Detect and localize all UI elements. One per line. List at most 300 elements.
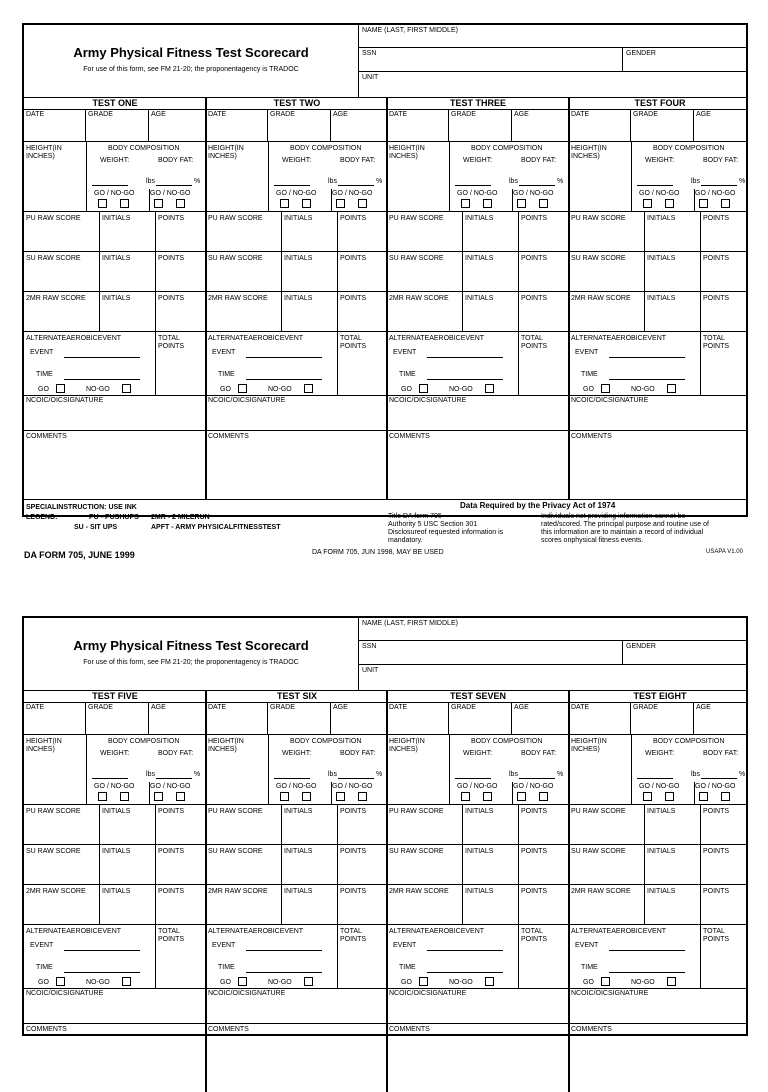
event-input[interactable]	[427, 950, 503, 951]
body-fat-label: BODY FAT:	[158, 157, 194, 164]
initials-cell[interactable]: INITIALS	[102, 888, 131, 895]
column-divider	[568, 97, 570, 499]
body-fat-input[interactable]	[156, 778, 192, 779]
cell-divider	[281, 251, 282, 291]
initials-cell[interactable]: INITIALS	[102, 215, 131, 222]
total-points-cell[interactable]: TOTAL POINTS	[340, 335, 367, 350]
weight-input[interactable]	[637, 185, 673, 186]
date-cell[interactable]: DATE	[26, 704, 45, 711]
unit-field[interactable]: UNIT	[362, 667, 379, 674]
form-subtitle: For use of this form, see FM 21-20; the proponentagency is TRADOC	[83, 659, 299, 666]
scorecard-sheet-2	[22, 616, 748, 1036]
points-cell[interactable]: POINTS	[158, 888, 185, 895]
cell-divider	[155, 251, 156, 291]
points-cell[interactable]: POINTS	[521, 888, 548, 895]
points-cell[interactable]: POINTS	[158, 255, 185, 262]
cell-divider	[281, 804, 282, 844]
ssn-field[interactable]: SSN	[362, 50, 377, 57]
initials-cell[interactable]: INITIALS	[102, 295, 131, 302]
checkbox[interactable]	[280, 199, 289, 208]
comments-field[interactable]: COMMENTS	[208, 433, 249, 440]
cell-divider	[518, 331, 519, 395]
test-title: TEST THREE	[449, 98, 506, 108]
pu-raw-score[interactable]: PU RAW SCORE	[389, 808, 444, 815]
weight-input[interactable]	[92, 778, 128, 779]
event-input[interactable]	[427, 357, 503, 358]
su-raw-score[interactable]: SU RAW SCORE	[208, 255, 263, 262]
points-cell[interactable]: POINTS	[521, 295, 548, 302]
weight-input[interactable]	[92, 185, 128, 186]
two-mile-run-raw-score[interactable]: 2MR RAW SCORE	[208, 888, 268, 895]
initials-cell[interactable]: INITIALS	[102, 255, 131, 262]
go-checkbox[interactable]	[56, 384, 65, 393]
date-cell[interactable]: DATE	[208, 704, 227, 711]
checkbox[interactable]	[336, 199, 345, 208]
test-title: TEST FIVE	[92, 691, 138, 701]
row-divider	[24, 291, 746, 292]
comments-field[interactable]: COMMENTS	[26, 1026, 67, 1033]
grade-cell[interactable]: GRADE	[270, 111, 295, 118]
cell-divider	[644, 251, 645, 291]
height-cell[interactable]: HEIGHT(IN INCHES)	[389, 145, 425, 160]
initials-cell[interactable]: INITIALS	[284, 215, 313, 222]
weight-input[interactable]	[637, 778, 673, 779]
form-id: DA FORM 705, JUNE 1999	[24, 550, 135, 560]
pu-raw-score[interactable]: PU RAW SCORE	[571, 215, 626, 222]
cell-divider	[99, 211, 100, 251]
age-cell[interactable]: AGE	[151, 111, 166, 118]
points-cell[interactable]: POINTS	[703, 295, 730, 302]
checkbox[interactable]	[517, 199, 526, 208]
weight-label: WEIGHT:	[463, 750, 493, 757]
nogo-checkbox[interactable]	[304, 384, 313, 393]
age-cell[interactable]: AGE	[514, 704, 529, 711]
total-points-cell[interactable]: TOTAL POINTS	[340, 928, 367, 943]
two-mile-run-raw-score[interactable]: 2MR RAW SCORE	[389, 888, 449, 895]
initials-cell[interactable]: INITIALS	[465, 888, 494, 895]
weight-label: WEIGHT:	[282, 750, 312, 757]
checkbox[interactable]	[721, 792, 730, 801]
points-cell[interactable]: POINTS	[340, 848, 367, 855]
ncoic-signature[interactable]: NCOIC/OICSIGNATURE	[208, 397, 286, 404]
checkbox[interactable]	[699, 792, 708, 801]
cell-divider	[281, 884, 282, 924]
privacy-text: Title DA form 705	[388, 513, 442, 520]
cell-divider	[449, 141, 450, 211]
go-checkbox[interactable]	[419, 384, 428, 393]
cell-divider	[462, 804, 463, 844]
cell-divider	[644, 291, 645, 331]
points-cell[interactable]: POINTS	[703, 848, 730, 855]
comments-field[interactable]: COMMENTS	[571, 1026, 612, 1033]
checkbox[interactable]	[483, 199, 492, 208]
initials-cell[interactable]: INITIALS	[465, 295, 494, 302]
column-divider	[386, 97, 388, 499]
ncoic-signature[interactable]: NCOIC/OICSIGNATURE	[26, 990, 104, 997]
checkbox[interactable]	[665, 199, 674, 208]
su-raw-score[interactable]: SU RAW SCORE	[26, 848, 81, 855]
pu-raw-score[interactable]: PU RAW SCORE	[208, 215, 263, 222]
event-input[interactable]	[246, 950, 322, 951]
time-input[interactable]	[427, 379, 503, 380]
checkbox[interactable]	[358, 199, 367, 208]
height-cell[interactable]: HEIGHT(IN INCHES)	[26, 145, 62, 160]
comments-field[interactable]: COMMENTS	[571, 433, 612, 440]
age-cell[interactable]: AGE	[333, 704, 348, 711]
two-mile-run-raw-score[interactable]: 2MR RAW SCORE	[26, 888, 86, 895]
grade-cell[interactable]: GRADE	[451, 111, 476, 118]
checkbox[interactable]	[539, 199, 548, 208]
checkbox[interactable]	[98, 792, 107, 801]
checkbox[interactable]	[643, 199, 652, 208]
event-input[interactable]	[609, 950, 685, 951]
cell-divider	[155, 924, 156, 988]
row-divider	[24, 109, 746, 110]
initials-cell[interactable]: INITIALS	[284, 255, 313, 262]
points-cell[interactable]: POINTS	[521, 808, 548, 815]
cell-divider	[694, 189, 695, 211]
checkbox[interactable]	[176, 199, 185, 208]
initials-cell[interactable]: INITIALS	[647, 255, 676, 262]
body-fat-input[interactable]	[519, 778, 555, 779]
lbs-unit: lbs	[691, 771, 700, 778]
time-input[interactable]	[427, 972, 503, 973]
grade-cell[interactable]: GRADE	[633, 704, 658, 711]
body-fat-input[interactable]	[156, 185, 192, 186]
initials-cell[interactable]: INITIALS	[465, 255, 494, 262]
cell-divider	[462, 251, 463, 291]
cell-divider	[337, 884, 338, 924]
weight-input[interactable]	[274, 778, 310, 779]
go-nogo-label: GO / NO-GO	[513, 190, 554, 197]
event-input[interactable]	[64, 357, 140, 358]
form-subtitle: For use of this form, see FM 21-20; the proponentagency is TRADOC	[83, 66, 299, 73]
points-cell[interactable]: POINTS	[158, 215, 185, 222]
cell-divider	[281, 291, 282, 331]
go-nogo-label: GO / NO-GO	[94, 783, 135, 790]
body-fat-input[interactable]	[701, 778, 737, 779]
initials-cell[interactable]: INITIALS	[284, 888, 313, 895]
time-label: TIME	[36, 964, 53, 971]
ncoic-signature[interactable]: NCOIC/OICSIGNATURE	[571, 990, 649, 997]
event-label: EVENT	[212, 349, 236, 356]
percent-unit: %	[194, 178, 201, 185]
points-cell[interactable]: POINTS	[340, 295, 367, 302]
gender-field[interactable]: GENDER	[626, 643, 656, 650]
checkbox[interactable]	[120, 199, 129, 208]
go-checkbox[interactable]	[238, 977, 247, 986]
points-cell[interactable]: POINTS	[340, 888, 367, 895]
date-cell[interactable]: DATE	[571, 111, 590, 118]
cell-divider	[518, 844, 519, 884]
points-cell[interactable]: POINTS	[703, 888, 730, 895]
checkbox[interactable]	[280, 792, 289, 801]
grade-cell[interactable]: GRADE	[633, 111, 658, 118]
weight-input[interactable]	[455, 778, 491, 779]
nogo-checkbox[interactable]	[667, 384, 676, 393]
weight-label: WEIGHT:	[100, 157, 130, 164]
ncoic-signature[interactable]: NCOIC/OICSIGNATURE	[208, 990, 286, 997]
su-raw-score[interactable]: SU RAW SCORE	[208, 848, 263, 855]
points-cell[interactable]: POINTS	[340, 215, 367, 222]
initials-cell[interactable]: INITIALS	[647, 848, 676, 855]
pu-raw-score[interactable]: PU RAW SCORE	[26, 215, 81, 222]
test-title: TEST EIGHT	[633, 691, 687, 701]
initials-cell[interactable]: INITIALS	[465, 808, 494, 815]
event-input[interactable]	[246, 357, 322, 358]
nogo-checkbox[interactable]	[122, 384, 131, 393]
age-cell[interactable]: AGE	[514, 111, 529, 118]
go-nogo-label: GO / NO-GO	[639, 783, 680, 790]
lbs-unit: lbs	[328, 771, 337, 778]
checkbox[interactable]	[665, 792, 674, 801]
grade-cell[interactable]: GRADE	[88, 111, 113, 118]
checkbox[interactable]	[643, 792, 652, 801]
checkbox[interactable]	[154, 792, 163, 801]
su-raw-score[interactable]: SU RAW SCORE	[389, 848, 444, 855]
cell-divider	[99, 844, 100, 884]
date-cell[interactable]: DATE	[26, 111, 45, 118]
alternate-event-label: ALTERNATEAEROBICEVENT	[208, 335, 304, 342]
total-points-cell[interactable]: TOTAL POINTS	[521, 928, 548, 943]
cell-divider	[99, 804, 100, 844]
cell-divider	[693, 702, 694, 734]
ncoic-signature[interactable]: NCOIC/OICSIGNATURE	[389, 397, 467, 404]
checkbox[interactable]	[120, 792, 129, 801]
gender-field[interactable]: GENDER	[626, 50, 656, 57]
height-cell[interactable]: HEIGHT(IN INCHES)	[208, 145, 244, 160]
points-cell[interactable]: POINTS	[158, 295, 185, 302]
go-checkbox[interactable]	[601, 384, 610, 393]
event-label: EVENT	[575, 349, 599, 356]
height-cell[interactable]: HEIGHT(IN INCHES)	[389, 738, 425, 753]
su-raw-score[interactable]: SU RAW SCORE	[571, 255, 626, 262]
cell-divider	[155, 291, 156, 331]
comments-field[interactable]: COMMENTS	[208, 1026, 249, 1033]
pu-raw-score[interactable]: PU RAW SCORE	[389, 215, 444, 222]
height-cell[interactable]: HEIGHT(IN INCHES)	[208, 738, 244, 753]
name-field[interactable]: NAME (LAST, FIRST MIDDLE)	[362, 27, 458, 34]
checkbox[interactable]	[176, 792, 185, 801]
nogo-label: NO-GO	[86, 386, 110, 393]
date-cell[interactable]: DATE	[208, 111, 227, 118]
initials-cell[interactable]: INITIALS	[102, 848, 131, 855]
time-label: TIME	[399, 371, 416, 378]
ncoic-signature[interactable]: NCOIC/OICSIGNATURE	[389, 990, 467, 997]
points-cell[interactable]: POINTS	[521, 255, 548, 262]
checkbox[interactable]	[302, 199, 311, 208]
weight-input[interactable]	[274, 185, 310, 186]
time-label: TIME	[581, 371, 598, 378]
go-checkbox[interactable]	[419, 977, 428, 986]
points-cell[interactable]: POINTS	[340, 255, 367, 262]
su-raw-score[interactable]: SU RAW SCORE	[571, 848, 626, 855]
time-input[interactable]	[246, 379, 322, 380]
height-cell[interactable]: HEIGHT(IN INCHES)	[571, 145, 607, 160]
checkbox[interactable]	[483, 792, 492, 801]
name-field[interactable]: NAME (LAST, FIRST MIDDLE)	[362, 620, 458, 627]
points-cell[interactable]: POINTS	[340, 808, 367, 815]
initials-cell[interactable]: INITIALS	[284, 848, 313, 855]
nogo-checkbox[interactable]	[485, 977, 494, 986]
checkbox[interactable]	[358, 792, 367, 801]
pu-raw-score[interactable]: PU RAW SCORE	[571, 808, 626, 815]
two-mile-run-raw-score[interactable]: 2MR RAW SCORE	[571, 295, 631, 302]
initials-cell[interactable]: INITIALS	[647, 215, 676, 222]
time-input[interactable]	[609, 972, 685, 973]
checkbox[interactable]	[302, 792, 311, 801]
checkbox[interactable]	[699, 199, 708, 208]
row-divider	[24, 251, 746, 252]
body-fat-input[interactable]	[519, 185, 555, 186]
checkbox[interactable]	[461, 199, 470, 208]
go-checkbox[interactable]	[238, 384, 247, 393]
checkbox[interactable]	[336, 792, 345, 801]
legend-mr: 2MR - 2 MILERUN	[151, 514, 210, 521]
age-cell[interactable]: AGE	[696, 111, 711, 118]
test-title: TEST TWO	[273, 98, 321, 108]
nogo-label: NO-GO	[631, 386, 655, 393]
event-input[interactable]	[609, 357, 685, 358]
cell-divider	[694, 782, 695, 804]
comments-field[interactable]: COMMENTS	[389, 433, 430, 440]
nogo-checkbox[interactable]	[304, 977, 313, 986]
alternate-event-label: ALTERNATEAEROBICEVENT	[571, 335, 667, 342]
date-cell[interactable]: DATE	[389, 111, 408, 118]
date-cell[interactable]: DATE	[571, 704, 590, 711]
pu-raw-score[interactable]: PU RAW SCORE	[208, 808, 263, 815]
nogo-label: NO-GO	[449, 979, 473, 986]
time-input[interactable]	[64, 379, 140, 380]
two-mile-run-raw-score[interactable]: 2MR RAW SCORE	[571, 888, 631, 895]
body-fat-input[interactable]	[701, 185, 737, 186]
height-cell[interactable]: HEIGHT(IN INCHES)	[571, 738, 607, 753]
event-input[interactable]	[64, 950, 140, 951]
ncoic-signature[interactable]: NCOIC/OICSIGNATURE	[571, 397, 649, 404]
checkbox[interactable]	[98, 199, 107, 208]
checkbox[interactable]	[721, 199, 730, 208]
alternate-event-label: ALTERNATEAEROBICEVENT	[26, 335, 122, 342]
ssn-field[interactable]: SSN	[362, 643, 377, 650]
weight-input[interactable]	[455, 185, 491, 186]
initials-cell[interactable]: INITIALS	[102, 808, 131, 815]
initials-cell[interactable]: INITIALS	[465, 848, 494, 855]
row-divider	[24, 395, 746, 396]
lbs-unit: lbs	[691, 178, 700, 185]
body-fat-input[interactable]	[338, 778, 374, 779]
cell-divider	[700, 924, 701, 988]
cell-divider	[86, 734, 87, 804]
cell-divider	[631, 734, 632, 804]
alternate-event-label: ALTERNATEAEROBICEVENT	[571, 928, 667, 935]
points-cell[interactable]: POINTS	[521, 848, 548, 855]
weight-label: WEIGHT:	[463, 157, 493, 164]
cell-divider	[148, 702, 149, 734]
checkbox[interactable]	[154, 199, 163, 208]
checkbox[interactable]	[539, 792, 548, 801]
initials-cell[interactable]: INITIALS	[465, 215, 494, 222]
alternate-event-label: ALTERNATEAEROBICEVENT	[26, 928, 122, 935]
time-input[interactable]	[64, 972, 140, 973]
nogo-checkbox[interactable]	[122, 977, 131, 986]
cell-divider	[337, 804, 338, 844]
two-mile-run-raw-score[interactable]: 2MR RAW SCORE	[389, 295, 449, 302]
time-label: TIME	[399, 964, 416, 971]
nogo-label: NO-GO	[268, 979, 292, 986]
total-points-cell[interactable]: TOTAL POINTS	[703, 335, 730, 350]
row-divider	[24, 734, 746, 735]
cell-divider	[281, 844, 282, 884]
points-cell[interactable]: POINTS	[703, 215, 730, 222]
initials-cell[interactable]: INITIALS	[284, 295, 313, 302]
go-label: GO	[583, 979, 594, 986]
go-label: GO	[583, 386, 594, 393]
go-checkbox[interactable]	[56, 977, 65, 986]
ncoic-signature[interactable]: NCOIC/OICSIGNATURE	[26, 397, 104, 404]
initials-cell[interactable]: INITIALS	[647, 295, 676, 302]
row-divider	[24, 430, 746, 431]
body-fat-input[interactable]	[338, 185, 374, 186]
checkbox[interactable]	[461, 792, 470, 801]
age-cell[interactable]: AGE	[696, 704, 711, 711]
points-cell[interactable]: POINTS	[521, 215, 548, 222]
grade-cell[interactable]: GRADE	[88, 704, 113, 711]
su-raw-score[interactable]: SU RAW SCORE	[389, 255, 444, 262]
age-cell[interactable]: AGE	[333, 111, 348, 118]
initials-cell[interactable]: INITIALS	[647, 808, 676, 815]
percent-unit: %	[557, 178, 564, 185]
su-raw-score[interactable]: SU RAW SCORE	[26, 255, 81, 262]
two-mile-run-raw-score[interactable]: 2MR RAW SCORE	[26, 295, 86, 302]
points-cell[interactable]: POINTS	[158, 848, 185, 855]
total-points-cell[interactable]: TOTAL POINTS	[521, 335, 548, 350]
time-input[interactable]	[609, 379, 685, 380]
two-mile-run-raw-score[interactable]: 2MR RAW SCORE	[208, 295, 268, 302]
pu-raw-score[interactable]: PU RAW SCORE	[26, 808, 81, 815]
cell-divider	[518, 251, 519, 291]
comments-field[interactable]: COMMENTS	[26, 433, 67, 440]
total-points-cell[interactable]: TOTAL POINTS	[158, 928, 185, 943]
cell-divider	[155, 331, 156, 395]
nogo-checkbox[interactable]	[485, 384, 494, 393]
initials-cell[interactable]: INITIALS	[647, 888, 676, 895]
cell-divider	[337, 844, 338, 884]
row-divider	[24, 211, 746, 212]
event-label: EVENT	[30, 349, 54, 356]
grade-cell[interactable]: GRADE	[451, 704, 476, 711]
time-input[interactable]	[246, 972, 322, 973]
go-checkbox[interactable]	[601, 977, 610, 986]
cell-divider	[331, 782, 332, 804]
age-cell[interactable]: AGE	[151, 704, 166, 711]
height-cell[interactable]: HEIGHT(IN INCHES)	[26, 738, 62, 753]
total-points-cell[interactable]: TOTAL POINTS	[158, 335, 185, 350]
cell-divider	[337, 291, 338, 331]
nogo-checkbox[interactable]	[667, 977, 676, 986]
points-cell[interactable]: POINTS	[158, 808, 185, 815]
body-fat-label: BODY FAT:	[703, 750, 739, 757]
comments-field[interactable]: COMMENTS	[389, 1026, 430, 1033]
total-points-cell[interactable]: TOTAL POINTS	[703, 928, 730, 943]
points-cell[interactable]: POINTS	[703, 808, 730, 815]
grade-cell[interactable]: GRADE	[270, 704, 295, 711]
date-cell[interactable]: DATE	[389, 704, 408, 711]
legend-label: LEGEND:	[26, 514, 58, 521]
unit-field[interactable]: UNIT	[362, 74, 379, 81]
initials-cell[interactable]: INITIALS	[284, 808, 313, 815]
points-cell[interactable]: POINTS	[703, 255, 730, 262]
checkbox[interactable]	[517, 792, 526, 801]
